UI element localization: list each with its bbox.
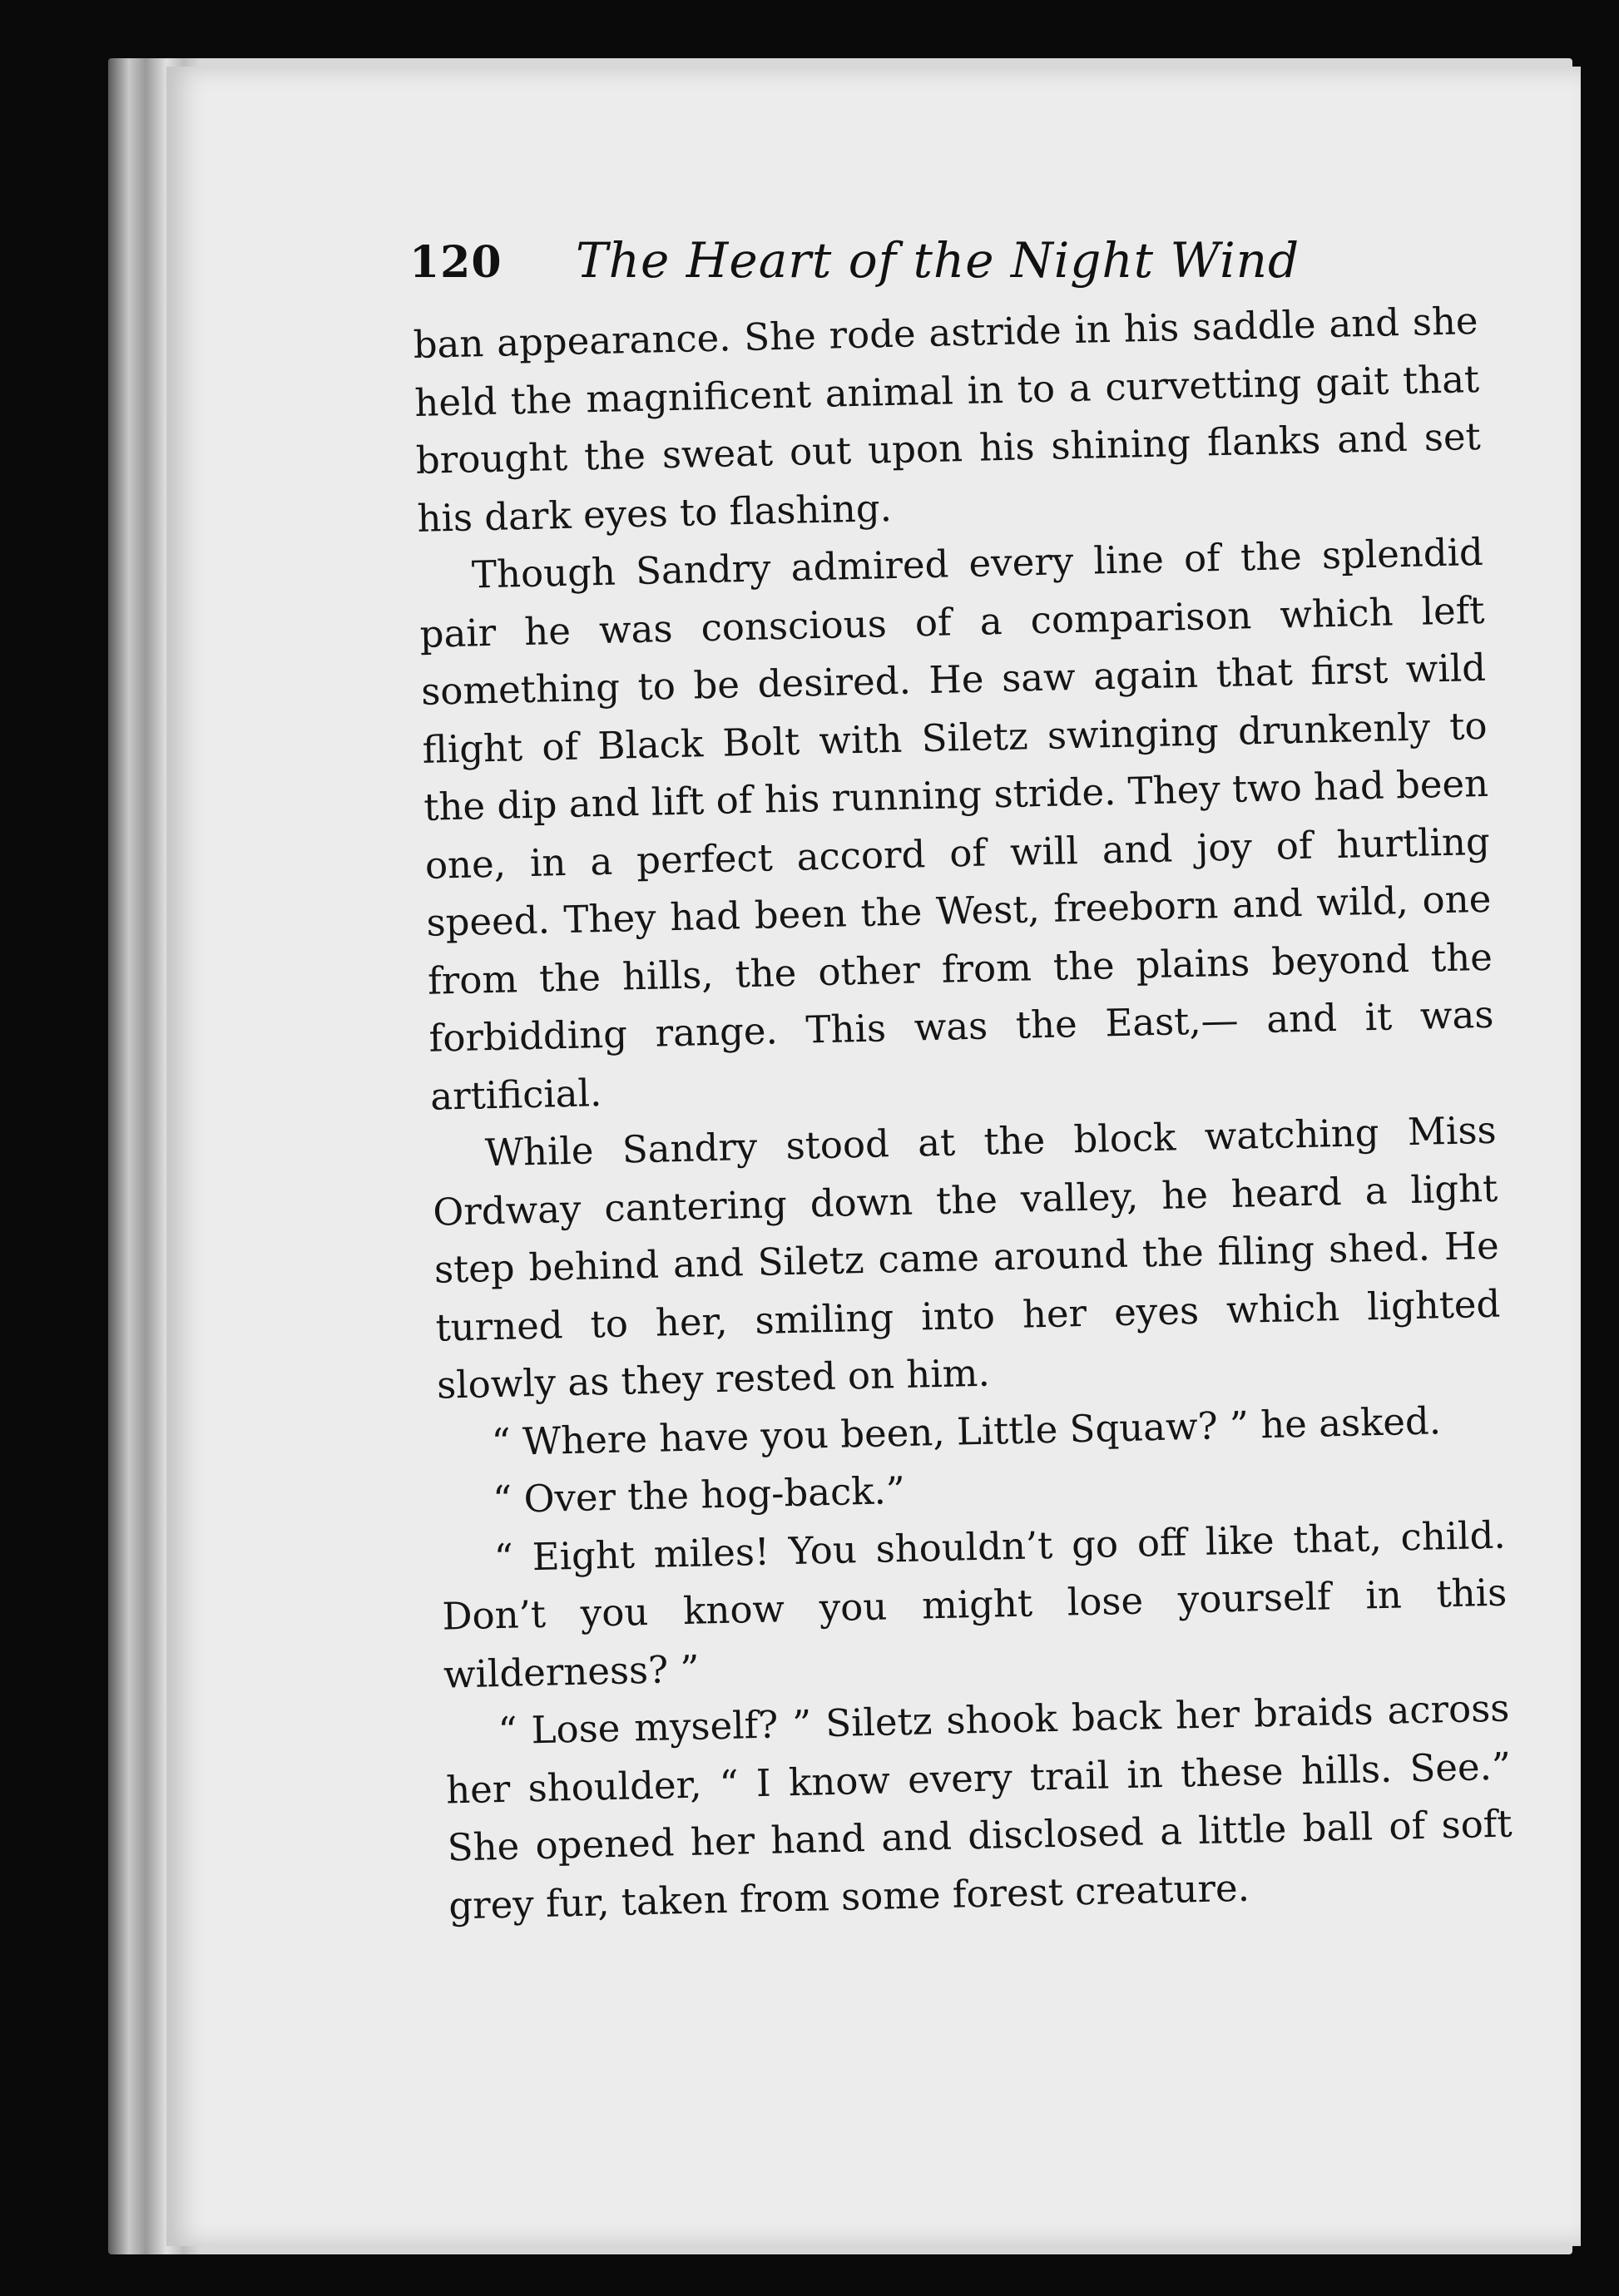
paragraph-6: “ Eight miles! You shouldn’t go off like that, child. Don’t you know you might lose yourself in this wilderness? ” <box>441 1512 1508 1697</box>
body-text <box>413 292 1514 1935</box>
paragraph-4: “ Where have you been, Little Squaw? ” he asked. <box>491 1398 1442 1464</box>
page-number: 120 <box>409 237 503 288</box>
paragraph-1: ban appearance. She rode astride in his saddle and she held the magnificent animal in to a curvetting gait that brought the sweat out upon his shining flanks and set his dark eyes to flashing. <box>413 298 1482 541</box>
paragraph-7: “ Lose myself? ” Siletz shook back her braids across her shoulder, “ I know every trail in these hills. See.” She opened her hand and disclosed a little ball of soft grey fur, taken from some forest creature. <box>445 1685 1513 1928</box>
paragraph-3: While Sandry stood at the block watching Miss Ordway cantering down the valley, he heard a light step behind and Siletz came around the filing shed. He turned to her, smiling into her eyes which lighted slowly as they rested on him. <box>432 1107 1501 1408</box>
paragraph-5: “ Over the hog-back.” <box>492 1467 906 1522</box>
paragraph-2: Though Sandry admired every line of the splendid pair he was conscious of a comparison which left something to be desired. He saw again that first wild flight of Black Bolt with Siletz swinging drunkenly to the dip and lift of his running stride. They two had been one, in a perfect accord of will and joy of hurtling speed. They had been the West, freeborn and wild, one from the hills, the other from the plains beyond the forbidding range. This was the East,— and it was artificial. <box>419 529 1494 1119</box>
running-title: The Heart of the Night Wind <box>576 232 1300 289</box>
